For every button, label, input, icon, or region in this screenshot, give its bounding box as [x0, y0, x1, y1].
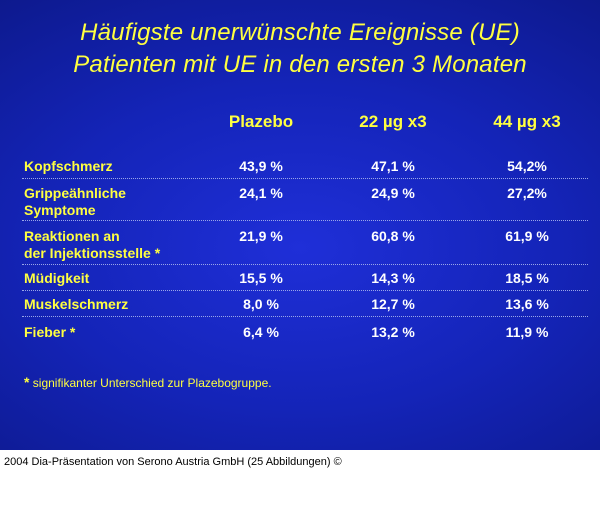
table-row	[22, 154, 588, 179]
table-row	[22, 266, 588, 291]
value-44ug: 18,5 %	[505, 270, 549, 286]
row-label: Reaktionen an	[24, 228, 120, 244]
row-label-line-2: Symptome	[24, 202, 96, 218]
value-plazebo: 6,4 %	[243, 324, 279, 340]
row-label: Kopfschmerz	[24, 158, 113, 174]
footnote-asterisk: *	[24, 374, 30, 390]
value-44ug: 27,2%	[507, 185, 547, 201]
column-header-44ug: 44 µg x3	[493, 112, 561, 131]
table-row	[22, 180, 588, 221]
value-22ug: 14,3 %	[371, 270, 415, 286]
value-22ug: 60,8 %	[371, 228, 415, 244]
table-row	[22, 292, 588, 317]
footnote	[24, 374, 272, 390]
value-44ug: 13,6 %	[505, 296, 549, 312]
table-row	[22, 222, 588, 265]
value-44ug: 61,9 %	[505, 228, 549, 244]
image-credit: 2004 Dia-Präsentation von Serono Austria GmbH (25 Abbildungen) ©	[4, 456, 342, 468]
footnote-text: signifikanter Unterschied zur Plazebogruppe.	[29, 376, 272, 390]
value-plazebo: 43,9 %	[239, 158, 283, 174]
value-plazebo: 21,9 %	[239, 228, 283, 244]
row-label: Müdigkeit	[24, 270, 90, 286]
slide-title-line-1: Häufigste unerwünschte Ereignisse (UE)	[80, 19, 520, 46]
value-plazebo: 8,0 %	[243, 296, 279, 312]
slide-title-line-2: Patienten mit UE in den ersten 3 Monaten	[73, 51, 527, 78]
column-header-plazebo: Plazebo	[228, 112, 294, 131]
value-22ug: 47,1 %	[371, 158, 415, 174]
value-22ug: 13,2 %	[371, 324, 415, 340]
row-label-line-2: der Injektionsstelle *	[24, 245, 161, 261]
value-22ug: 12,7 %	[371, 296, 415, 312]
value-44ug: 11,9 %	[505, 324, 549, 340]
row-label: Fieber *	[24, 324, 76, 340]
row-label: Grippeähnliche	[24, 185, 126, 201]
value-plazebo: 24,1 %	[239, 185, 283, 201]
value-44ug: 54,2%	[507, 158, 547, 174]
value-plazebo: 15,5 %	[239, 270, 283, 286]
table-row	[22, 318, 588, 342]
column-header-22ug: 22 µg x3	[359, 112, 427, 131]
value-22ug: 24,9 %	[371, 185, 415, 201]
row-label: Muskelschmerz	[24, 296, 129, 312]
